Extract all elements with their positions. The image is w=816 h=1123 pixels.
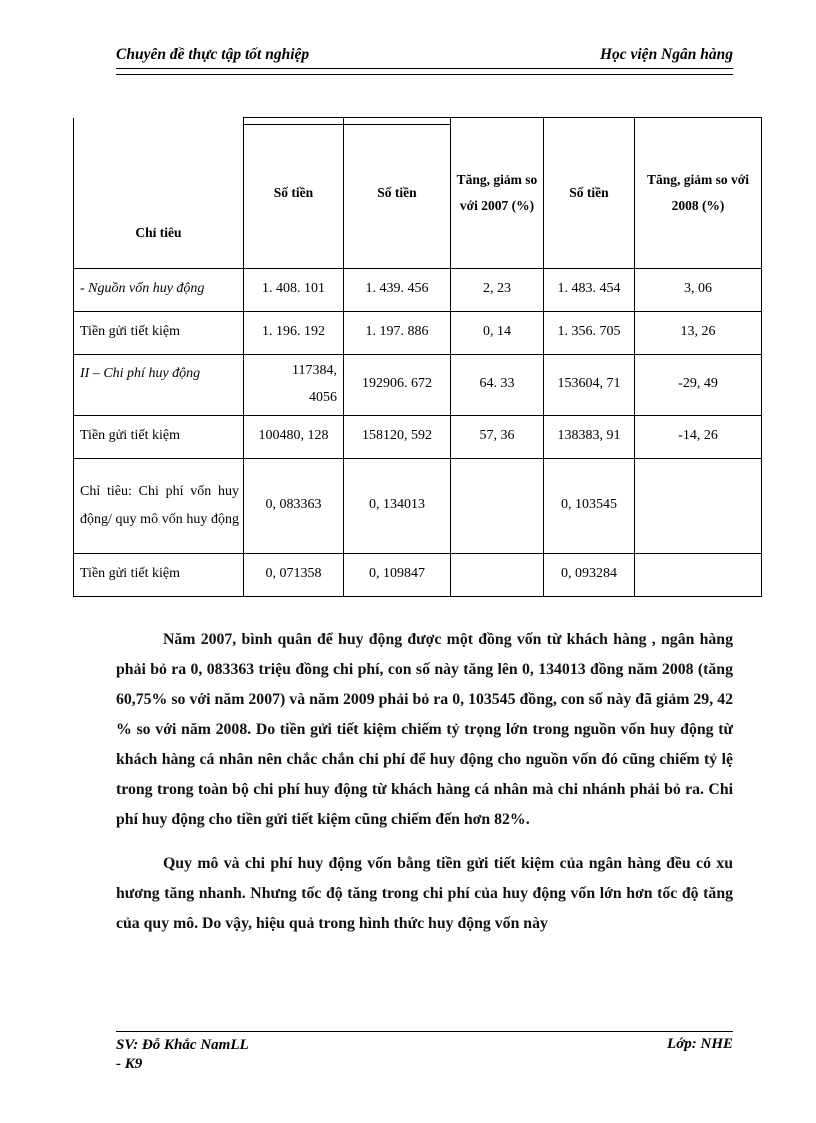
table-row [74,553,762,596]
cell-value: 0, 134013 [344,458,451,553]
col-header-amount-2009: Số tiền [544,118,635,269]
cell-value [451,553,544,596]
col-header-indicator: Chỉ tiêu [74,118,244,269]
header-institution: Học viện Ngân hàng [599,46,733,63]
cell-value: 1. 196. 192 [244,311,344,354]
table-row [74,415,762,458]
header-rule [116,74,733,75]
col-header-change-vs-2007: Tăng, giảm so với 2007 (%) [451,118,544,269]
cell-value: 0, 103545 [544,458,635,553]
footer-student-cohort: - K9 [116,1056,143,1072]
cell-value-part: 117384, [292,362,337,378]
row-label: - Nguồn vốn huy động [74,268,244,311]
footer-class: Lớp: NHE [667,1036,733,1052]
page-header [116,46,733,69]
footer-student [116,1036,249,1074]
table-row [74,311,762,354]
cell-value: 158120, 592 [344,415,451,458]
cell-value: 138383, 91 [544,415,635,458]
header-document-title: Chuyên đề thực tập tốt nghiệp [116,46,310,63]
table-row [74,354,762,415]
cell-value: 13, 26 [635,311,762,354]
cell-value: 0, 093284 [544,553,635,596]
cell-value: -14, 26 [635,415,762,458]
cell-value: 2, 23 [451,268,544,311]
cell-value: 0, 14 [451,311,544,354]
cell-value: 1. 483. 454 [544,268,635,311]
cell-value: 0, 083363 [244,458,344,553]
row-label: Tiền gửi tiết kiệm [74,311,244,354]
cell-value: 1. 197. 886 [344,311,451,354]
cell-value: 0, 109847 [344,553,451,596]
row-label: Chỉ tiêu: Chi phí vốn huy động/ quy mô vốn huy động [74,458,244,553]
cell-value: 100480, 128 [244,415,344,458]
table-header-row [74,118,762,269]
table-row [74,268,762,311]
cell-value [635,458,762,553]
paragraph: Năm 2007, bình quân để huy động được một đồng vốn từ khách hàng , ngân hàng phải bỏ ra 0, 083363 triệu đồng chi phí, con số này tăng lên 0, 134013 đồng năm 2008 (tăng 60,75% so với năm 2007) và năm 2009 phải bỏ ra 0, 103545 đồng, con số này đã giảm 29, 42 % so với năm 2008. Do tiền gửi tiết kiệm chiếm tỷ trọng lớn trong nguồn vốn huy động từ khách hàng cá nhân nên chắc chắn chi phí để huy động cho nguồn vốn đó cũng chiếm tỷ lệ trong trong toàn bộ chi phí huy động từ khách hàng cá nhân mà chi nhánh phải bỏ ra. Chi phí huy động cho tiền gửi tiết kiệm cũng chiếm đến hơn 82%. [116,631,733,828]
cell-value: 3, 06 [635,268,762,311]
cell-value: 0, 071358 [244,553,344,596]
col-header-amount-2007: Số tiền [244,118,344,269]
footer-student-name: SV: Đỗ Khắc NamLL [116,1037,249,1053]
col-header-amount-2008: Số tiền [344,118,451,269]
cell-value: 1. 408. 101 [244,268,344,311]
cell-value [451,458,544,553]
body-text [116,625,733,939]
paragraph: Quy mô và chi phí huy động vốn bằng tiền gửi tiết kiệm của ngân hàng đều có xu hương tăng nhanh. Nhưng tốc độ tăng trong chi phí của huy động vốn lớn hơn tốc độ tăng của quy mô. Do vậy, hiệu quả trong hình thức huy động vốn này [116,855,733,932]
cell-value [635,553,762,596]
cell-value: 1. 356. 705 [544,311,635,354]
cell-value-part: 4056 [309,389,337,405]
col-header-change-vs-2008: Tăng, giảm so với 2008 (%) [635,118,762,269]
row-label: II – Chi phí huy động [74,354,244,415]
cell-value: 192906. 672 [344,354,451,415]
row-label: Tiền gửi tiết kiệm [74,415,244,458]
cell-value: 64. 33 [451,354,544,415]
table-row [74,458,762,553]
cell-value: -29, 49 [635,354,762,415]
page-footer [116,1031,733,1074]
row-label: Tiền gửi tiết kiệm [74,553,244,596]
cell-value: 153604, 71 [544,354,635,415]
funding-cost-table [73,117,762,597]
cell-value [244,354,344,415]
cell-value: 57, 36 [451,415,544,458]
cell-value: 1. 439. 456 [344,268,451,311]
